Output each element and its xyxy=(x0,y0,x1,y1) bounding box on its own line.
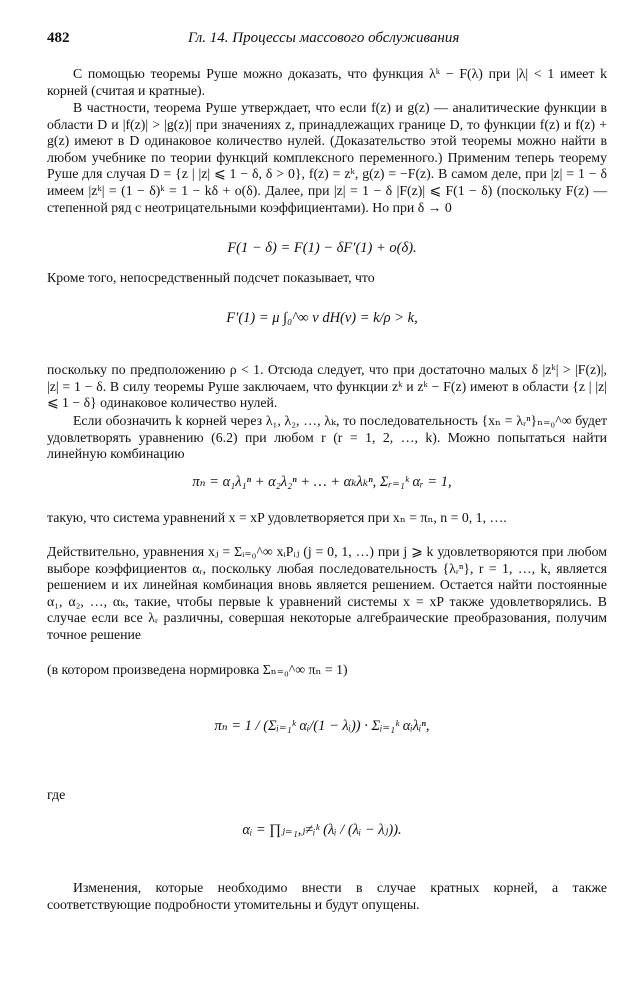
where-label: где xyxy=(47,788,66,803)
equation-f-expansion: F(1 − δ) = F(1) − δF′(1) + o(δ). xyxy=(227,240,417,256)
page-number: 482 xyxy=(47,30,70,46)
paragraph-normalization: (в котором произведена нормировка Σₙ₌₀^∞ πₙ = 1) xyxy=(47,662,348,677)
paragraph-direct-count: Кроме того, непосредственный подсчет показывает, что xyxy=(47,270,375,285)
equation-alpha-product: αᵢ = ∏ⱼ₌₁,ⱼ≠ᵢᵏ (λᵢ / (λᵢ − λⱼ)). xyxy=(242,822,402,838)
equation-f-prime: F′(1) = μ ∫₀^∞ v dH(v) = k/ρ > k, xyxy=(226,310,418,326)
paragraph-small-delta: поскольку по предположению ρ < 1. Отсюда следует, что при достаточно малых δ |zᵏ| > |F(z)|, |z| = 1 − δ. В силу теоремы Руше заключаем, что функции zᵏ и zᵏ − F(z) имеют в области {z | |z| ⩽ 1 − δ} одинаковое количество нулей. xyxy=(47,362,607,411)
paragraph-equations-satisfied: Действительно, уравнения xⱼ = Σᵢ₌₀^∞ xᵢPᵢⱼ (j = 0, 1, …) при j ⩾ k удовлетворяются при любом выборе коэффициентов αᵣ, поскольку любая последовательность {λᵣⁿ}, r = 1, …, k, является решением и их линейная комбинация вновь является решением. Остается найти постоянные α₁, α₂, …, αₖ, такие, чтобы первые k уравнений системы x = xP также удовлетворялись. В случае если все λᵣ различны, совершая некоторые алгебраические преобразования, получим точное решение xyxy=(47,544,607,642)
paragraph-rouche-theorem: В частности, теорема Руше утверждает, что если f(z) и g(z) — аналитические функции в области D и |f(z)| > |g(z)| при значениях z, принадлежащих границе D, то функции f(z) и f(z) + g(z) имеют в D одинаковое количество нулей. (Доказательство этой теоремы можно найти в любом учебнике по теории функций комплексного переменного.) Применим теперь теорему Руше для случая D = {z | |z| ⩽ 1 − δ, δ > 0}, f(z) = zᵏ, g(z) = −F(z). В самом деле, при |z| = 1 − δ имеем |zᵏ| = (1 − δ)ᵏ = 1 − kδ + o(δ). Далее, при |z| = 1 − δ |F(z)| ⩽ F(1 − δ) (поскольку F(z) — степенной ряд с неотрицательными коэффициентами). Но при δ → 0 xyxy=(47,100,607,215)
paragraph-roots: Если обозначить k корней через λ₁, λ₂, …, λₖ, то последовательность {xₙ = λᵣⁿ}ₙ₌₀^∞ будет удовлетворять уравнению (6.2) при любом r (r = 1, 2, …, k). Можно попытаться найти линейную комбинацию xyxy=(47,413,607,462)
equation-linear-combination: πₙ = α₁λ₁ⁿ + α₂λ₂ⁿ + … + αₖλₖⁿ, Σᵣ₌₁ᵏ αᵣ = 1, xyxy=(192,474,452,490)
running-title: Гл. 14. Процессы массового обслуживания xyxy=(188,30,460,46)
equation-pi-solution: πₙ = 1 / (Σᵢ₌₁ᵏ αᵢ/(1 − λᵢ)) · Σᵢ₌₁ᵏ αᵢλᵢⁿ, xyxy=(214,718,430,734)
paragraph-multiple-roots: Изменения, которые необходимо внести в случае кратных корней, а также соответствующие подробности утомительны и будут опущены. xyxy=(47,880,607,912)
paragraph-system: такую, что система уравнений x = xP удовлетворяется при xₙ = πₙ, n = 0, 1, …. xyxy=(47,510,507,525)
paragraph-rouche-intro: С помощью теоремы Руше можно доказать, что функция λᵏ − F(λ) при |λ| < 1 имеет k корней (считая и кратные). xyxy=(47,66,607,98)
